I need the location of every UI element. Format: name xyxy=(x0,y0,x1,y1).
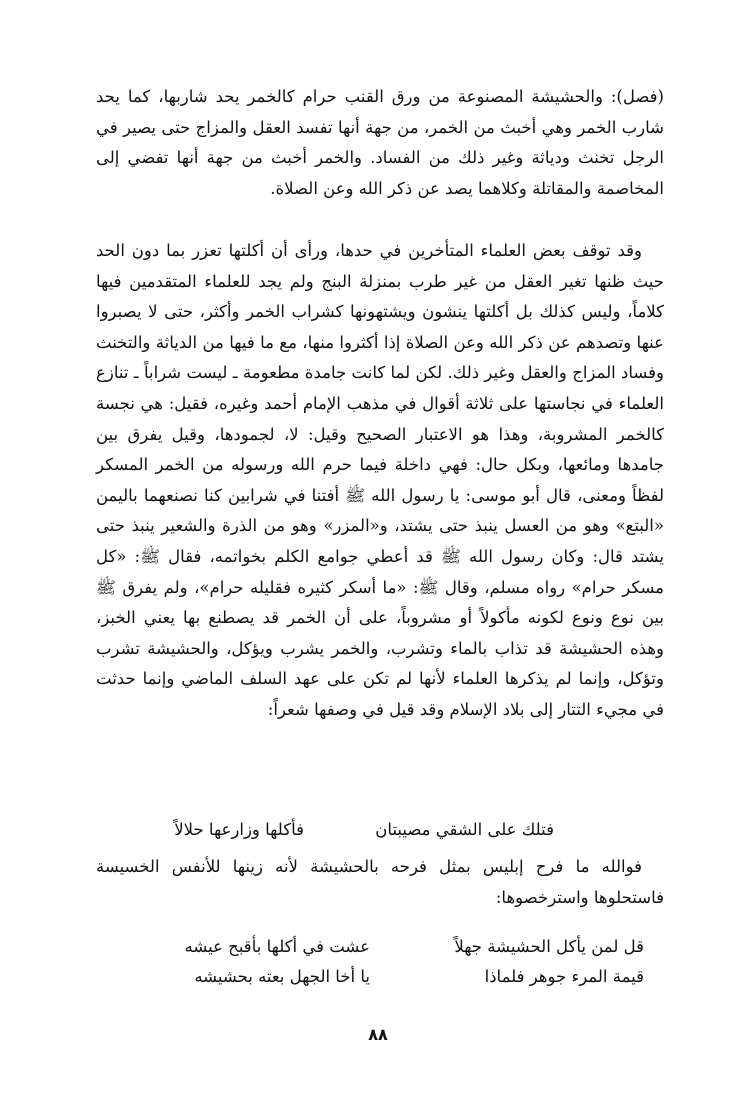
verse-second-hemistich: فتلك على الشقي مصيبتان xyxy=(375,820,554,839)
paragraph-fasl xyxy=(96,82,664,204)
page-number: ٨٨ xyxy=(368,1025,388,1044)
paragraph-closing xyxy=(96,852,664,913)
paragraph-text: (فصل): والحشيشة المصنوعة من ورق القنب حرام كالخمر يحد شاربها، كما يحد شارب الخمر وهي أخبث من الخمر، من جهة أنها تفسد العقل والمزاج حتى يصير في الرجل تخنث ودياثة وغير ذلك من الفساد. والخمر أخبث من جهة أنها تفضي إلى المخاصمة والمقاتلة وكلاهما يصد عن ذكر الله وعن الصلاة. xyxy=(96,87,664,198)
verse-second-hemistich: عشت في أكلها بأقبح عيشه xyxy=(184,937,370,956)
verse-line xyxy=(96,962,664,992)
verse-second-hemistich: يا أخا الجهل بعته بحشيشه xyxy=(194,967,370,986)
verse-first-hemistich: قيمة المرء جوهر فلماذا xyxy=(484,967,644,986)
paragraph-main xyxy=(96,236,664,726)
paragraph-text: فوالله ما فرح إبليس بمثل فرحه بالحشيشة لأنه زينها للأنفس الخسيسة فاستحلوها واسترخصوها: xyxy=(96,857,664,907)
paragraph-text: وقد توقف بعض العلماء المتأخرين في حدها، ورأى أن أكلتها تعزر بما دون الحد حيث ظنها تغير العقل من غير طرب بمنزلة البنج ولم يجد للعلماء المتقدمين فيها كلاماً، وليس كذلك بل أكلتها ينشون ويشتهونها كشراب الخمر وأكثر، حتى لا يصبروا عنها وتصدهم عن ذكر الله وعن الصلاة إذا أكثروا منها، مع ما فيها من الدياثة والتخنث وفساد المزاج والعقل وغير ذلك. لكن لما كانت جامدة مطعومة ـ ليست شراباً ـ تنازع العلماء في نجاستها على ثلاثة أقوال في مذهب الإمام أحمد وغيره، فقيل: هي نجسة كالخمر المشروبة، وهذا هو الاعتبار الصحيح وقيل: لا، لجمودها، وقيل يفرق بين جامدها ومائعها، وبكل حال: فهي داخلة فيما حرم الله ورسوله من الخمر المسكر لفظاً ومعنى، قال أبو موسى: يا رسول الله ﷺ أفتنا في شرابين كنا نصنعهما باليمن «البتع» وهو من العسل ينبذ حتى يشتد، و«المزر» وهو من الذرة والشعير ينبذ حتى يشتد قال: وكان رسول الله ﷺ قد أعطي جوامع الكلم بخواتمه، فقال ﷺ: «كل مسكر حرام» رواه مسلم، وقال ﷺ: «ما أسكر كثيره فقليله حرام»، ولم يفرق ﷺ بين نوع ونوع لكونه مأكولاً أو مشروباً، على أن الخمر قد يصطنع بها يعني الخبز، وهذه الحشيشة قد تذاب بالماء وتشرب، والخمر يشرب ويؤكل، والحشيشة تشرب وتؤكل، وإنما لم يذكرها العلماء لأنها لم تكن على عهد السلف الماضي وإنما حدثت في مجيء التتار إلى بلاد الإسلام وقد قيل في وصفها شعراً: xyxy=(96,241,664,719)
verse-first-hemistich: قل لمن يأكل الحشيشة جهلاً xyxy=(454,937,644,956)
verse-first-hemistich: فأكلها وزارعها حلالاً xyxy=(174,820,304,839)
verse-line xyxy=(96,932,664,962)
verse-line xyxy=(96,815,664,845)
